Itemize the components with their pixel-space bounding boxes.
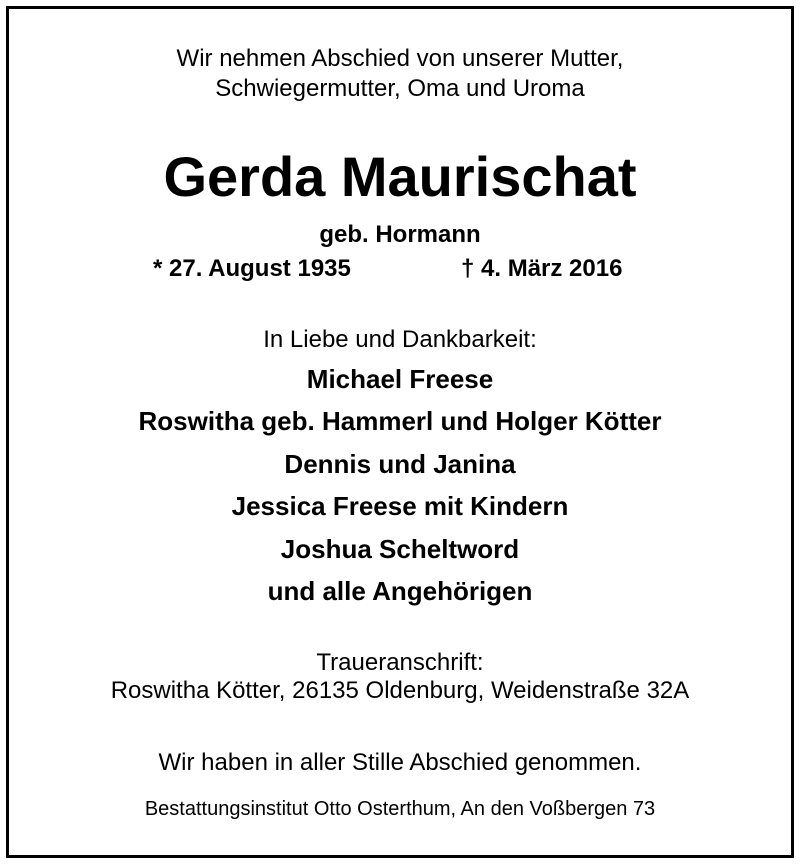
- maiden-name: geb. Hormann: [319, 221, 481, 248]
- mourner-name: Joshua Scheltword: [280, 534, 520, 564]
- birth-date: * 27. August 1935: [153, 255, 351, 282]
- mourner-name: Roswitha geb. Hammerl und Holger Kötter: [138, 406, 662, 436]
- address-label: Traueranschrift:: [316, 649, 484, 676]
- farewell-note: Wir haben in aller Stille Abschied genommen.: [158, 749, 642, 776]
- obituary-notice: [6, 6, 794, 858]
- mourner-name: und alle Angehörigen: [267, 576, 533, 606]
- deceased-name: Gerda Maurischat: [163, 145, 637, 208]
- mourners-heading: In Liebe und Dankbarkeit:: [263, 326, 537, 353]
- intro-line-2: Schwiegermutter, Oma und Uroma: [215, 75, 585, 102]
- mourner-name: Jessica Freese mit Kindern: [231, 491, 569, 521]
- mourner-name: Dennis und Janina: [284, 449, 516, 479]
- funeral-home: Bestattungsinstitut Otto Osterthum, An den Voßbergen 73: [144, 798, 656, 820]
- death-date: † 4. März 2016: [461, 255, 623, 282]
- intro-line-1: Wir nehmen Abschied von unserer Mutter,: [176, 45, 624, 72]
- mourning-address: Roswitha Kötter, 26135 Oldenburg, Weidenstraße 32A: [110, 677, 690, 704]
- mourner-name: Michael Freese: [306, 364, 494, 394]
